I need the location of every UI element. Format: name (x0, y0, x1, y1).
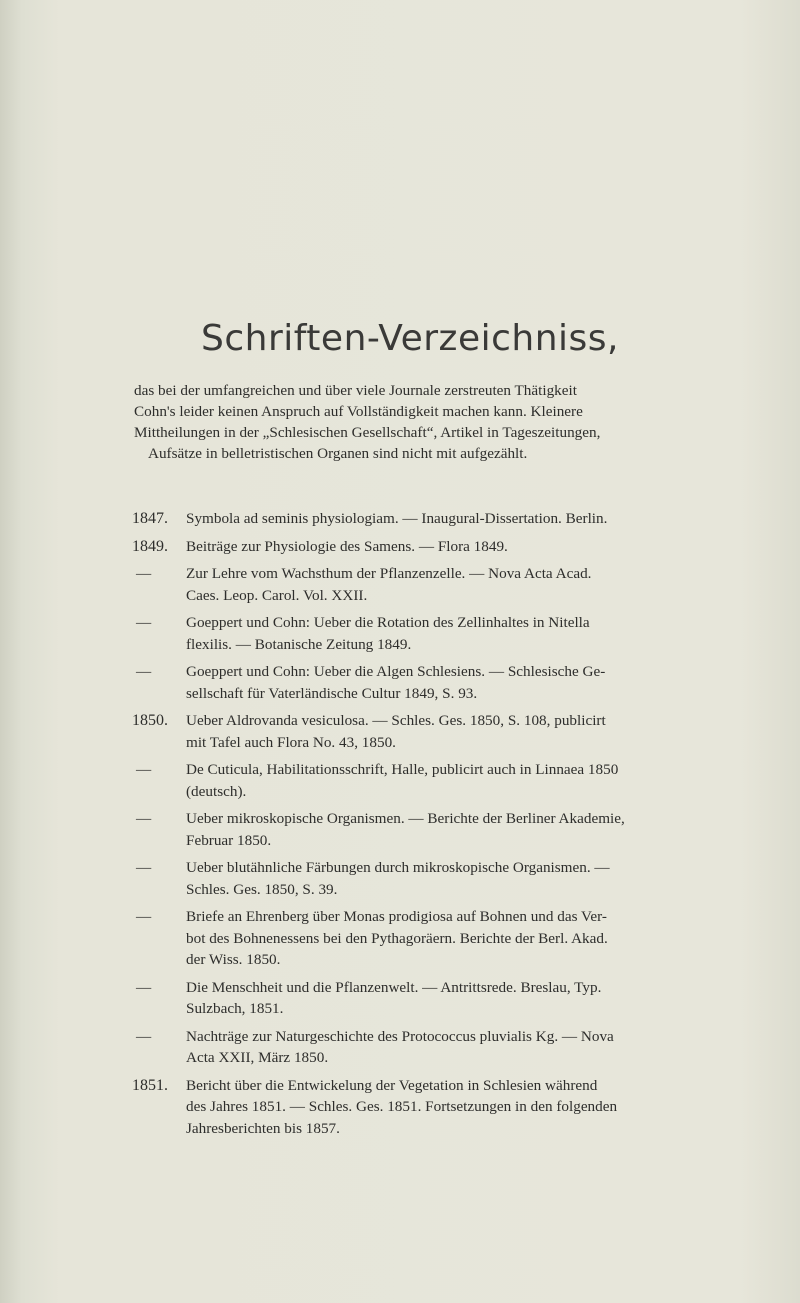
entry-line: des Jahres 1851. — Schles. Ges. 1851. Fortsetzungen in den folgenden (186, 1098, 618, 1115)
entry-line: Die Menschheit und die Pflanzenwelt. — Antrittsrede. Breslau, Typ. (186, 978, 602, 996)
entry-line: bot des Bohnenessens bei den Pythagoräern. Berichte der Berl. Akad. (186, 929, 608, 947)
intro-line: Mittheilungen in der „Schlesischen Gesellschaft“, Artikel in Tageszeitungen, (134, 424, 601, 441)
entry-year: 1849. (132, 537, 168, 555)
entry-line: Ueber Aldrovanda vesiculosa. — Schles. Ges. 1850, S. 108, publicirt (186, 712, 606, 729)
intro-paragraph (134, 380, 740, 464)
bibliography-entry (132, 508, 744, 530)
entry-line: Ueber mikroskopische Organismen. — Berichte der Berliner Akademie, (186, 810, 625, 827)
intro-line: das bei der umfangreichen und über viele Journale zerstreuten Thätigkeit (134, 382, 577, 399)
bibliography-list (132, 508, 744, 1145)
entry-line: Symbola ad seminis physiologiam. — Inaugural-Dissertation. Berlin. (186, 510, 608, 527)
bibliography-entry (132, 536, 744, 558)
bibliography-entry (132, 1075, 744, 1140)
bibliography-entry (132, 759, 744, 802)
entry-line: flexilis. — Botanische Zeitung 1849. (186, 635, 412, 653)
bibliography-entry (132, 1026, 744, 1069)
entry-year: 1847. (132, 510, 168, 527)
entry-line: Zur Lehre vom Wachsthum der Pflanzenzelle. — Nova Acta Acad. (186, 565, 592, 582)
entry-line: (deutsch). (186, 782, 247, 800)
entry-line: Jahresberichten bis 1857. (186, 1119, 340, 1137)
entry-line: Acta XXII, März 1850. (186, 1049, 329, 1066)
entry-line: Beiträge zur Physiologie des Samens. — Flora 1849. (186, 537, 508, 555)
entry-line: Briefe an Ehrenberg über Monas prodigiosa auf Bohnen und das Ver- (186, 908, 607, 925)
entry-line: Schles. Ges. 1850, S. 39. (186, 880, 338, 898)
entry-dash: — (136, 978, 152, 996)
entry-dash: — (136, 1027, 152, 1045)
intro-line: Aufsätze in belletristischen Organen sind nicht mit aufgezählt. (148, 445, 528, 462)
entry-line: Sulzbach, 1851. (186, 1000, 284, 1017)
entry-line: Goeppert und Cohn: Ueber die Rotation des Zellinhaltes in Nitella (186, 614, 590, 631)
bibliography-entry (132, 906, 744, 971)
entry-line: Ueber blutähnliche Färbungen durch mikroskopische Organismen. — (186, 859, 610, 876)
entry-dash: — (136, 565, 152, 582)
bibliography-entry (132, 977, 744, 1020)
entry-dash: — (136, 614, 152, 631)
entry-dash: — (136, 908, 152, 925)
bibliography-entry (132, 661, 744, 704)
bibliography-entry (132, 808, 744, 851)
intro-line: Cohn's leider keinen Anspruch auf Vollständigkeit machen kann. Kleinere (134, 403, 583, 420)
entry-dash: — (136, 859, 152, 876)
entry-line: Bericht über die Entwickelung der Vegetation in Schlesien während (186, 1076, 598, 1094)
bibliography-entry (132, 563, 744, 606)
bibliography-entry (132, 857, 744, 900)
entry-line: Februar 1850. (186, 831, 272, 849)
entry-dash: — (136, 810, 152, 827)
page-title: Schriften-Verzeichniss, (201, 318, 619, 359)
entry-line: sellschaft für Vaterländische Cultur 1849, S. 93. (186, 684, 478, 702)
entry-year: 1850. (132, 712, 168, 729)
entry-gap (132, 1139, 744, 1145)
entry-dash: — (136, 761, 152, 778)
entry-line: der Wiss. 1850. (186, 951, 281, 968)
entry-line: Goeppert und Cohn: Ueber die Algen Schlesiens. — Schlesische Ge- (186, 663, 606, 680)
entry-line: Nachträge zur Naturgeschichte des Protococcus pluvialis Kg. — Nova (186, 1027, 614, 1045)
bibliography-entry (132, 612, 744, 655)
bibliography-entry (132, 710, 744, 753)
entry-year: 1851. (132, 1076, 168, 1094)
entry-dash: — (136, 663, 152, 680)
entry-line: mit Tafel auch Flora No. 43, 1850. (186, 733, 396, 751)
entry-line: Caes. Leop. Carol. Vol. XXII. (186, 586, 368, 604)
entry-line: De Cuticula, Habilitationsschrift, Halle, publicirt auch in Linnaea 1850 (186, 761, 619, 778)
